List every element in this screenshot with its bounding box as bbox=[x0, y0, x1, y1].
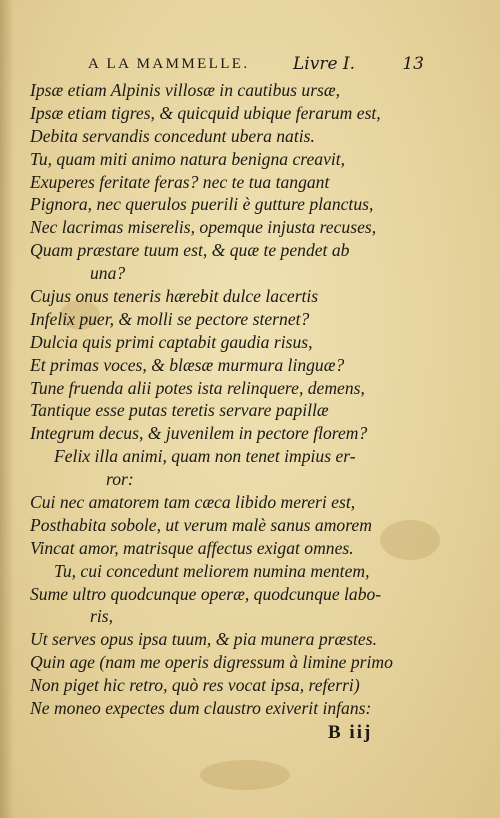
running-head: A LA MAMMELLE. bbox=[88, 56, 250, 72]
page-header bbox=[88, 54, 424, 80]
verse-line: Ut serves opus ipsa tuum, & pia munera præstes. bbox=[30, 629, 377, 650]
verse-line: Tu, cui concedunt meliorem numina mentem, bbox=[54, 560, 370, 581]
verse-line: Sume ultro quodcunque operæ, quodcunque labo- bbox=[30, 583, 382, 604]
verse-line: Ipsæ etiam tigres, & quicquid ubique ferarum est, bbox=[30, 102, 381, 123]
verse-line-continuation: ris, bbox=[90, 606, 113, 627]
verse-line: Non piget hic retro, quò res vocat ipsa, referri) bbox=[30, 675, 360, 696]
page-number: 13 bbox=[402, 54, 424, 74]
verse-line: Tantique esse putas teretis servare papillæ bbox=[30, 400, 329, 421]
verse-line: Quin age (nam me operis digressum à limine primo bbox=[30, 652, 393, 673]
verse-line: Tu, quam miti animo natura benigna creavit, bbox=[30, 148, 346, 169]
book-label: Livre I. bbox=[293, 54, 356, 74]
verse-line: Ne moneo expectes dum claustro exiverit infans: bbox=[30, 698, 372, 719]
verse-line-continuation: ror: bbox=[106, 469, 134, 490]
verse-line: Tune fruenda alii potes ista relinquere, demens, bbox=[30, 377, 365, 398]
verse-line: Debita servandis concedunt ubera natis. bbox=[30, 125, 315, 146]
verse-line: Cui nec amatorem tam cæca libido mereri est, bbox=[30, 492, 356, 513]
verse-line: Infelix puer, & molli se pectore sternet? bbox=[30, 308, 310, 329]
verse-line: Vincat amor, matrisque affectus exigat omnes. bbox=[30, 537, 354, 558]
verse-text bbox=[30, 79, 430, 720]
verse-line: Quam præstare tuum est, & quæ te pendet ab bbox=[30, 240, 350, 261]
verse-line: Integrum decus, & juvenilem in pectore florem? bbox=[30, 423, 368, 444]
verse-line: Exuperes feritate feras? nec te tua tangant bbox=[30, 171, 330, 192]
verse-line: Dulcia quis primi captabit gaudia risus, bbox=[30, 331, 313, 352]
verse-line: Ipsæ etiam Alpinis villosæ in cautibus ursæ, bbox=[30, 80, 341, 100]
verse-line: Felix illa animi, quam non tenet impius er- bbox=[54, 446, 356, 467]
verse-line: Et primas voces, & blæsæ murmura linguæ? bbox=[30, 354, 345, 375]
verse-line-continuation: una? bbox=[90, 263, 126, 284]
verse-line: Cujus onus teneris hærebit dulce lacertis bbox=[30, 286, 319, 307]
verse-line: Posthabita sobole, ut verum malè sanus amorem bbox=[30, 514, 372, 535]
paper-stain bbox=[200, 760, 290, 790]
signature-mark: B iij bbox=[328, 722, 373, 743]
verse-line: Pignora, nec querulos puerili è gutture planctus, bbox=[30, 194, 374, 215]
verse-line: Nec lacrimas miserelis, opemque injusta recuses, bbox=[30, 217, 377, 238]
